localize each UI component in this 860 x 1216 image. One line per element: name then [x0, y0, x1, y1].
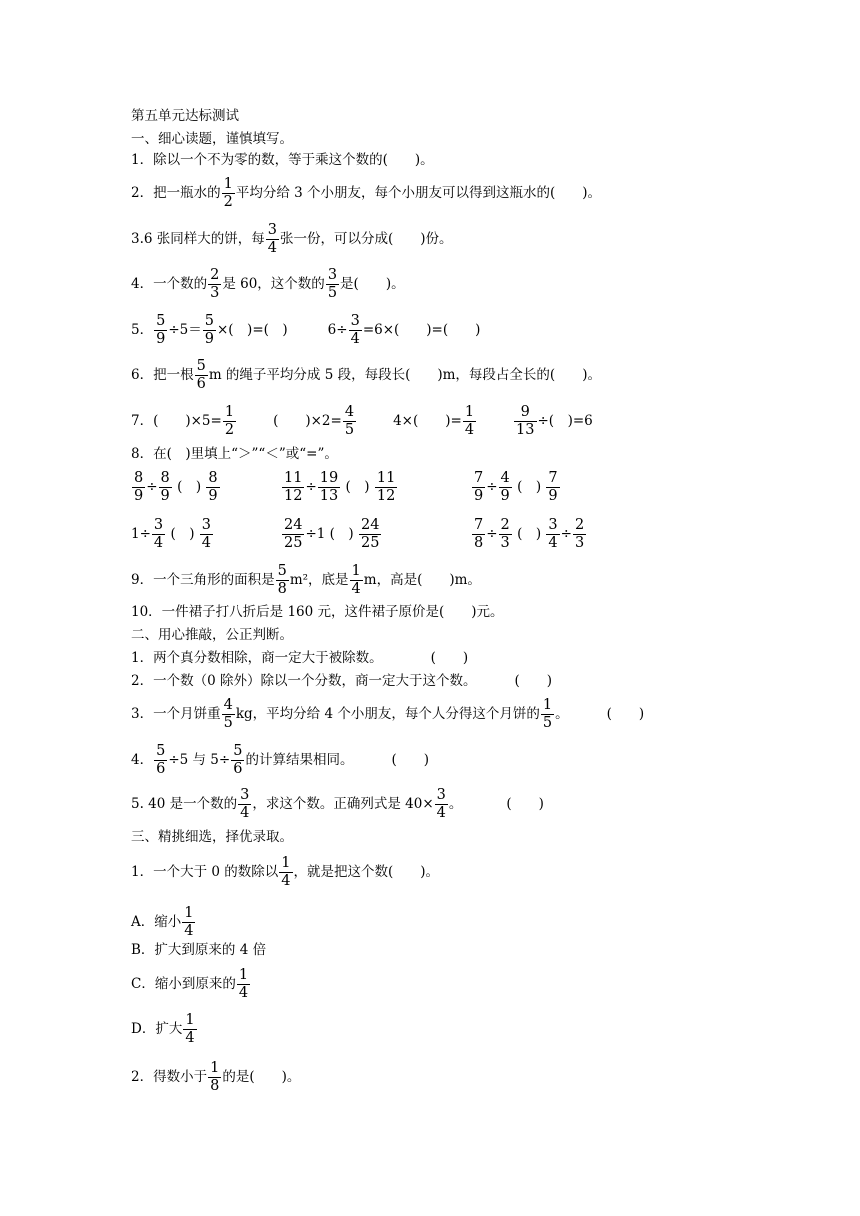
option-c: [131, 967, 251, 1002]
fraction: [266, 222, 279, 257]
numerator: 8: [160, 470, 170, 486]
fraction: [222, 176, 235, 211]
q-text: 的是( )。: [222, 1069, 301, 1085]
q-text: 3.6 张同样大的饼，每: [131, 231, 265, 247]
q-text: 。: [555, 706, 569, 722]
denominator: 4: [548, 535, 558, 551]
question-1-9: [131, 563, 481, 598]
fraction: [183, 1012, 196, 1047]
numerator: 1: [223, 176, 233, 192]
denominator: 25: [361, 535, 380, 551]
q-text: m 的绳子平均分成 5 段，每段长( )m，每段占全长的( )。: [208, 367, 601, 383]
question-1-6: [131, 358, 601, 393]
denominator: 6: [196, 376, 206, 392]
compare-item: [471, 470, 561, 505]
fraction: [279, 855, 292, 890]
denominator: 8: [474, 535, 484, 551]
judge-blank: ( ): [514, 673, 553, 689]
question-1-5: [131, 313, 480, 348]
q-text: 4．一个数的: [131, 276, 208, 292]
denominator: 4: [281, 873, 291, 889]
fraction: [200, 517, 213, 552]
question-3-1: [131, 855, 439, 890]
numerator: 4: [500, 470, 510, 486]
denominator: 3: [500, 535, 510, 551]
q-text: ，求这个数。正确列式是 40×: [252, 796, 434, 812]
q-text: ÷5＝: [168, 322, 202, 338]
numerator: 19: [319, 470, 339, 486]
q-text: 5．: [131, 322, 154, 338]
fraction: [282, 517, 304, 552]
q-text: 5. 40 是一个数的: [131, 796, 238, 812]
denominator: 9: [208, 488, 218, 504]
operator: ÷1: [305, 526, 326, 542]
q-text: 。: [448, 796, 463, 812]
numerator: 1: [542, 697, 553, 713]
q-text: m²，底是: [289, 572, 349, 588]
denominator: 5: [344, 422, 355, 438]
answer-blank: ( ): [329, 526, 354, 542]
option-text: D．扩大: [131, 1021, 183, 1037]
denominator: 4: [153, 535, 164, 551]
q-text: 1．一个大于 0 的数除以: [131, 864, 279, 880]
denominator: 9: [474, 488, 484, 504]
denominator: 4: [185, 1030, 195, 1046]
q-text: 2．得数小于: [131, 1069, 208, 1085]
q-text: 6÷: [327, 322, 348, 338]
denominator: 4: [267, 240, 277, 256]
denominator: 4: [238, 985, 249, 1001]
fraction: [182, 905, 195, 940]
q-text: 6．把一根: [131, 367, 194, 383]
numerator: 5: [156, 313, 166, 329]
question-1-10: 10．一件裙子打八折后是 160 元，这件裙子原价是( )元。: [131, 604, 504, 620]
denominator: 9: [548, 488, 558, 504]
operator: ÷: [560, 526, 572, 542]
numerator: 3: [548, 517, 558, 533]
denominator: 4: [201, 535, 212, 551]
numerator: 3: [327, 267, 338, 283]
q-text: 7．( )×5=: [131, 413, 222, 429]
question-1-3: [131, 222, 453, 257]
denominator: 8: [277, 581, 287, 597]
numerator: 1: [281, 855, 291, 871]
option-text: A．缩小: [131, 914, 182, 930]
denominator: 4: [184, 923, 194, 939]
q-text: 的计算结果相同。: [245, 752, 354, 768]
numerator: 1: [238, 967, 249, 983]
question-2-1: [131, 650, 468, 666]
answer-blank: ( ): [345, 479, 370, 495]
judge-blank: ( ): [506, 796, 544, 812]
denominator: 12: [376, 488, 396, 504]
numerator: 2: [500, 517, 510, 533]
denominator: 2: [224, 422, 235, 438]
fraction: [195, 358, 208, 393]
denominator: 5: [223, 715, 233, 731]
q-text: ×( )=( ): [216, 322, 288, 338]
option-text: C．缩小到原来的: [131, 976, 236, 992]
denominator: 13: [516, 422, 535, 438]
answer-blank: ( ): [170, 526, 195, 542]
question-1-8: 8．在( )里填上“＞”“＜”或“=”。: [131, 446, 338, 462]
q-text: 是 60，这个数的: [222, 276, 325, 292]
q-text: 平均分给 3 个小朋友，每个小朋友可以得到这瓶水的( )。: [235, 185, 602, 201]
fraction: [435, 787, 448, 822]
q-text: ，就是把这个数( )。: [293, 864, 440, 880]
operator: ÷: [486, 526, 498, 542]
numerator: 11: [376, 470, 396, 486]
numerator: 9: [514, 404, 536, 422]
q-text: 4×( )=: [393, 413, 462, 429]
compare-item: [471, 517, 587, 552]
q-text: kg，平均分给 4 个小朋友，每个人分得这个月饼的: [235, 706, 540, 722]
q-text: ÷( )=6: [537, 413, 593, 429]
judge-blank: ( ): [430, 650, 469, 666]
numerator: 7: [548, 470, 558, 486]
question-2-3: [131, 697, 644, 732]
denominator: 4: [350, 331, 360, 347]
numerator: 24: [361, 517, 380, 533]
fraction: [238, 787, 251, 822]
fraction: [282, 470, 304, 505]
numerator: 1: [351, 563, 361, 579]
question-1-1: 1．除以一个不为零的数，等于乘这个数的( )。: [131, 152, 434, 168]
numerator: 3: [267, 222, 277, 238]
fraction: [208, 267, 221, 302]
numerator: 5: [233, 743, 243, 759]
numerator: 1: [184, 905, 194, 921]
numerator: 11: [284, 470, 303, 486]
fraction: [159, 470, 172, 505]
operator: ÷: [305, 479, 317, 495]
compare-item: [131, 470, 281, 505]
numerator: 1: [464, 404, 475, 420]
denominator: 4: [464, 422, 475, 438]
q-text: ( )×2=: [273, 413, 342, 429]
option-a: [131, 905, 196, 940]
numerator: 3: [240, 787, 250, 803]
section-1-heading: 一、细心读题，谨慎填写。: [131, 131, 293, 147]
fraction: [237, 967, 250, 1002]
numerator: 2: [210, 267, 220, 283]
denominator: 3: [210, 285, 220, 301]
q-text: 2．把一瓶水的: [131, 185, 221, 201]
fraction: [546, 517, 559, 552]
fraction: [472, 517, 485, 552]
fraction: [375, 470, 397, 505]
question-2-5: [131, 787, 544, 822]
fraction: [349, 313, 362, 348]
fraction: [573, 517, 586, 552]
denominator: 9: [204, 331, 214, 347]
denominator: 9: [500, 488, 510, 504]
judge-blank: ( ): [391, 752, 429, 768]
question-1-7: [131, 404, 593, 439]
denominator: 9: [134, 488, 144, 504]
denominator: 5: [327, 285, 338, 301]
denominator: 5: [542, 715, 553, 731]
option-b: B．扩大到原来的 4 倍: [131, 942, 267, 958]
fraction: [318, 470, 340, 505]
denominator: 4: [351, 581, 361, 597]
q-text: 3．一个月饼重: [131, 706, 221, 722]
denominator: 12: [284, 488, 303, 504]
fraction: [231, 743, 244, 778]
denominator: 9: [156, 331, 166, 347]
numerator: 7: [474, 470, 484, 486]
numerator: 24: [284, 517, 303, 533]
answer-blank: ( ): [517, 526, 542, 542]
numerator: 3: [436, 787, 446, 803]
section-3-heading: 三、精挑细选，择优录取。: [131, 829, 293, 845]
fraction: [350, 563, 363, 598]
numerator: 5: [196, 358, 206, 374]
numerator: 5: [277, 563, 287, 579]
fraction: [276, 563, 289, 598]
fraction: [132, 470, 145, 505]
option-d: [131, 1012, 198, 1047]
q-text: ÷5 与 5÷: [168, 752, 231, 768]
numerator: 3: [153, 517, 164, 533]
judge-blank: ( ): [606, 706, 645, 722]
fraction: [222, 697, 235, 732]
compare-row-1: [131, 470, 561, 505]
denominator: 4: [240, 805, 250, 821]
numerator: 8: [134, 470, 144, 486]
fraction: [499, 517, 512, 552]
q-text: 2．一个数（0 除外）除以一个分数，商一定大于这个数。: [131, 673, 477, 689]
numerator: 1: [185, 1012, 195, 1028]
denominator: 3: [574, 535, 585, 551]
denominator: 8: [210, 1078, 220, 1094]
fraction: [514, 404, 536, 439]
answer-blank: ( ): [177, 479, 202, 495]
numerator: 3: [201, 517, 212, 533]
q-text: 9．一个三角形的面积是: [131, 572, 275, 588]
numerator: 7: [474, 517, 484, 533]
fraction: [152, 517, 165, 552]
operator: ÷: [486, 479, 498, 495]
operator: 1÷: [131, 526, 151, 542]
numerator: 2: [574, 517, 585, 533]
compare-item: [131, 517, 281, 552]
section-2-heading: 二、用心推敲，公正判断。: [131, 627, 293, 643]
numerator: 1: [224, 404, 235, 420]
denominator: 6: [156, 761, 166, 777]
fraction: [546, 470, 559, 505]
q-text: 1．两个真分数相除，商一定大于被除数。: [131, 650, 383, 666]
numerator: 5: [156, 743, 166, 759]
q-text: 张一份，可以分成( )份。: [280, 231, 453, 247]
fraction: [154, 743, 167, 778]
numerator: 3: [350, 313, 360, 329]
fraction: [203, 313, 216, 348]
q-text: =6×( )=( ): [362, 322, 481, 338]
denominator: 13: [319, 488, 339, 504]
q-text: m，高是( )m。: [363, 572, 481, 588]
q-text: 4．: [131, 752, 154, 768]
numerator: 5: [204, 313, 214, 329]
fraction: [463, 404, 476, 439]
fraction: [472, 470, 485, 505]
numerator: 8: [208, 470, 218, 486]
answer-blank: ( ): [517, 479, 542, 495]
fraction: [541, 697, 554, 732]
fraction: [359, 517, 381, 552]
denominator: 9: [160, 488, 170, 504]
operator: ÷: [146, 479, 158, 495]
denominator: 6: [233, 761, 243, 777]
fraction: [223, 404, 236, 439]
denominator: 4: [436, 805, 446, 821]
numerator: 4: [344, 404, 355, 420]
numerator: 4: [223, 697, 233, 713]
denominator: 2: [223, 194, 233, 210]
question-1-2: [131, 176, 601, 211]
fraction: [154, 313, 167, 348]
question-2-4: [131, 743, 429, 778]
numerator: 1: [210, 1060, 220, 1076]
fraction: [499, 470, 512, 505]
fraction: [206, 470, 219, 505]
question-1-4: [131, 267, 405, 302]
question-3-2: [131, 1060, 300, 1095]
compare-item: [281, 470, 471, 505]
page-title: 第五单元达标测试: [131, 108, 239, 124]
fraction: [343, 404, 356, 439]
denominator: 25: [284, 535, 303, 551]
fraction: [326, 267, 339, 302]
fraction: [208, 1060, 221, 1095]
compare-item: [281, 517, 471, 552]
compare-row-2: [131, 517, 587, 552]
q-text: 是( )。: [340, 276, 405, 292]
question-2-2: [131, 673, 552, 689]
